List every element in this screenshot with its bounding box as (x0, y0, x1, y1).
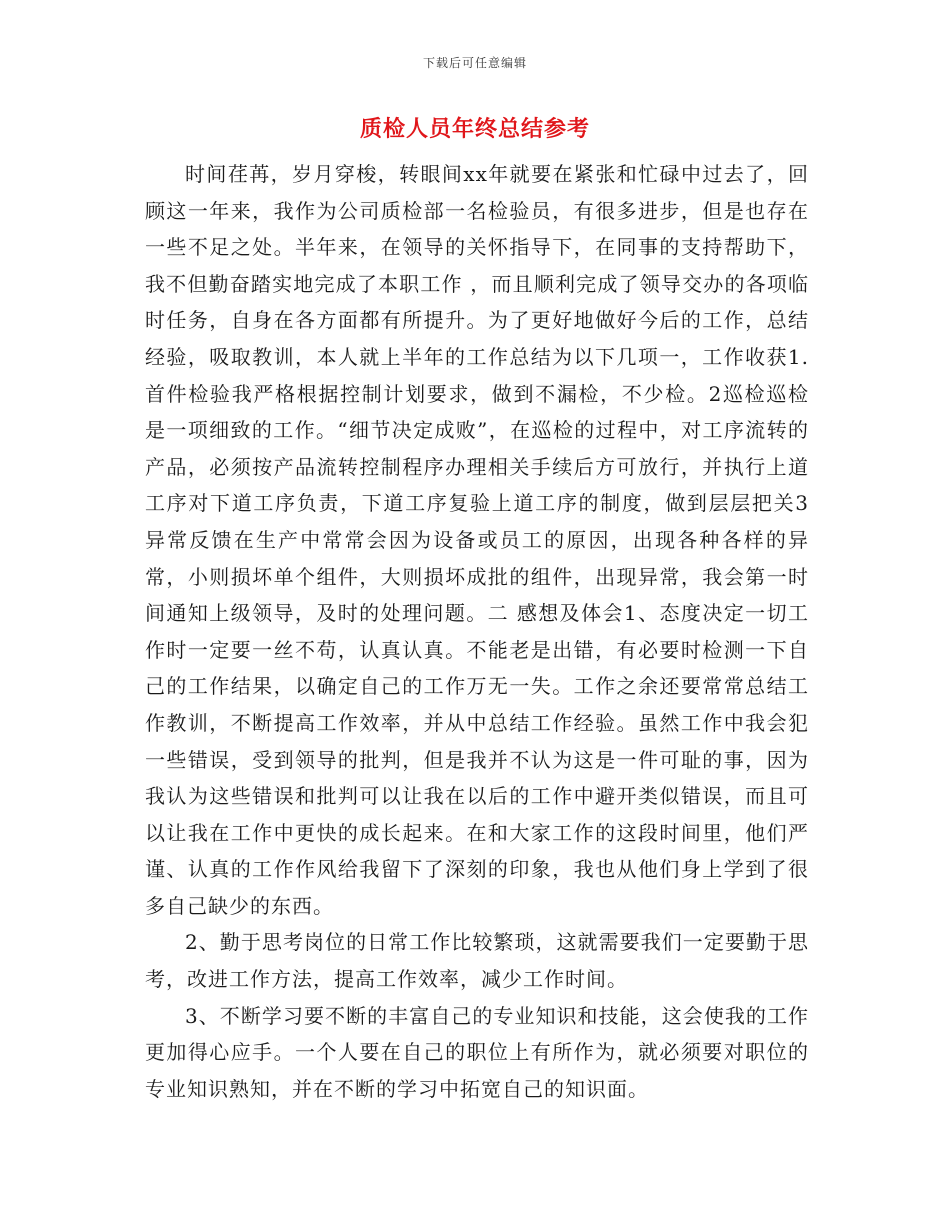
paragraph-3: 3、不断学习要不断的丰富自己的专业知识和技能，这会使我的工作更加得心应手。一个人要在自己的职位上有所作为，就必须要对职位的专业知识熟知，并在不断的学习中拓宽自己的知识面。 (145, 1003, 809, 1101)
document-body (145, 156, 809, 1107)
header-note: 下载后可任意编辑 (422, 56, 527, 70)
document-title: 质检人员年终总结参考 (359, 116, 590, 142)
paragraph-2: 2、勤于思考岗位的日常工作比较繁琐，这就需要我们一定要勤于思考，改进工作方法，提高工作效率，减少工作时间。 (145, 930, 809, 992)
paragraph-1: 时间荏苒，岁月穿梭，转眼间xx年就要在紧张和忙碌中过去了，回顾这一年来，我作为公司质检部一名检验员，有很多进步，但是也存在一些不足之处。半年来，在领导的关怀指导下，在同事的支持帮助下，我不但勤奋踏实地完成了本职工作 ，而且顺利完成了领导交办的各项临时任务，自身在各方面都有所提升。为了更好地做好今后的工作，总结经验，吸取教训，本人就上半年的工作总结为以下几项一，工作收获1.首件检验我严格根据控制计划要求，做到不漏检，不少检。2巡检巡检是一项细致的工作。“细节决定成败”，在巡检的过程中，对工序流转的产品，必须按产品流转控制程序办理相关手续后方可放行，并执行上道工序对下道工序负责，下道工序复验上道工序的制度，做到层层把关3异常反馈在生产中常常会因为设备或员工的原因，出现各种各样的异常，小则损坏单个组件，大则损坏成批的组件，出现异常，我会第一时间通知上级领导，及时的处理问题。二 感想及体会1、态度决定一切工作时一定要一丝不苟，认真认真。不能老是出错，有必要时检测一下自己的工作结果，以确定自己的工作万无一失。工作之余还要常常总结工作教训，不断提高工作效率，并从中总结工作经验。虽然工作中我会犯一些错误，受到领导的批判，但是我并不认为这是一件可耻的事，因为我认为这些错误和批判可以让我在以后的工作中避开类似错误，而且可以让我在工作中更快的成长起来。在和大家工作的这段时间里，他们严谨、认真的工作作风给我留下了深刻的印象，我也从他们身上学到了很多自己缺少的东西。 (145, 162, 809, 918)
